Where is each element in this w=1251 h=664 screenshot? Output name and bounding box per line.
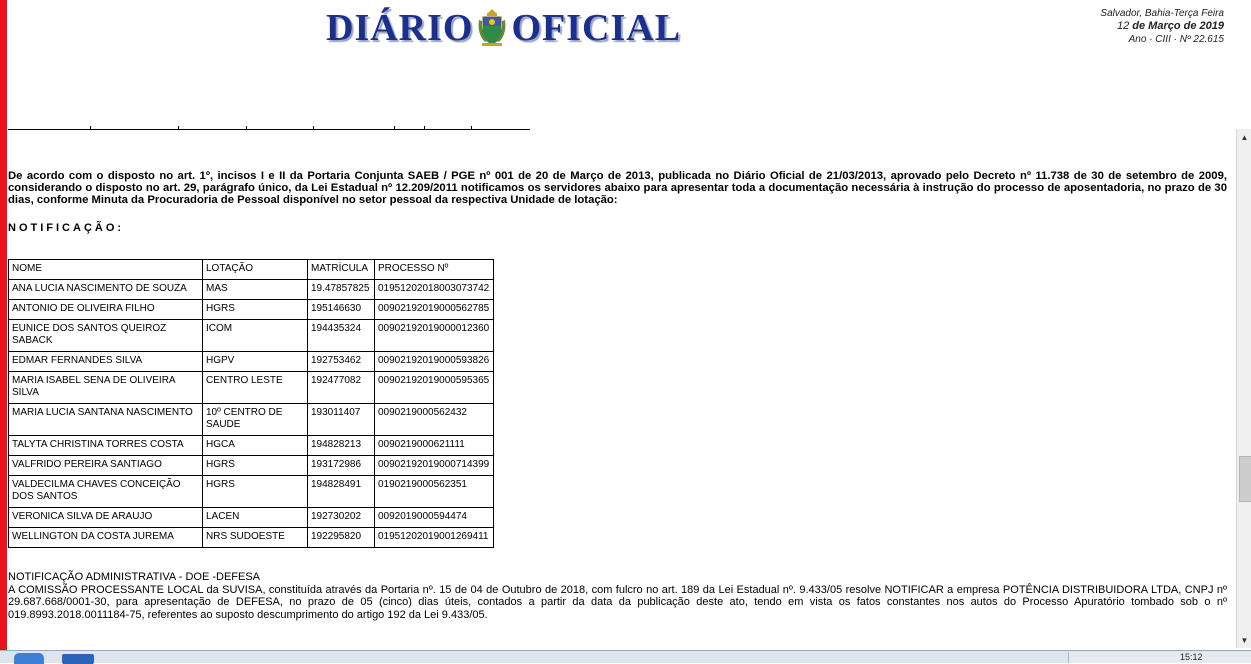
title-right: OFICIAL — [511, 7, 682, 49]
separator-tick — [313, 126, 314, 129]
header-processo: PROCESSO Nº — [375, 260, 494, 280]
cell-processo: 0092019000594474 — [375, 508, 494, 528]
cell-processo: 00902192019000012360 — [375, 320, 494, 352]
cell-lotacao: MAS — [203, 280, 308, 300]
cell-nome: ANA LUCIA NASCIMENTO DE SOUZA — [9, 280, 203, 300]
cell-matricula: 192730202 — [308, 508, 375, 528]
table-row — [9, 476, 494, 508]
dateline-month-year: de Março de 2019 — [1132, 20, 1224, 32]
cell-lotacao: CENTRO LESTE — [203, 372, 308, 404]
taskbar — [0, 650, 1251, 663]
cell-matricula: 195146630 — [308, 300, 375, 320]
cell-lotacao: HGCA — [203, 436, 308, 456]
separator-tick — [471, 126, 472, 129]
cell-processo: 0090219000621111 — [375, 436, 494, 456]
cell-processo: 00902192019000714399 — [375, 456, 494, 476]
table-row — [9, 404, 494, 436]
notification-heading: NOTIFICAÇÃO: — [8, 222, 125, 234]
cell-processo: 01951202018003073742 — [375, 280, 494, 300]
table-header-row — [9, 260, 494, 280]
cell-processo: 00902192019000595365 — [375, 372, 494, 404]
separator-tick — [90, 126, 91, 129]
separator-tick — [394, 126, 395, 129]
servers-table — [8, 259, 494, 548]
title-left: DIÁRIO — [326, 7, 474, 49]
admin-heading: NOTIFICAÇÃO ADMINISTRATIVA - DOE -DEFESA — [8, 571, 261, 583]
admin-notification — [8, 571, 1227, 621]
cell-matricula: 192753462 — [308, 352, 375, 372]
cell-processo: 00902192019000593826 — [375, 352, 494, 372]
table-row — [9, 280, 494, 300]
taskbar-clock[interactable]: 15:12 — [1180, 652, 1203, 662]
cell-nome: WELLINGTON DA COSTA JUREMA — [9, 528, 203, 548]
cell-matricula: 194828213 — [308, 436, 375, 456]
dateline-date — [1100, 20, 1224, 33]
left-margin-bar — [0, 0, 7, 662]
document-content — [8, 62, 1236, 648]
cell-matricula: 193172986 — [308, 456, 375, 476]
table-row — [9, 456, 494, 476]
cell-nome: VALDECILMA CHAVES CONCEIÇÃO DOS SANTOS — [9, 476, 203, 508]
table-row — [9, 372, 494, 404]
system-tray — [1068, 652, 1251, 663]
cell-nome: MARIA ISABEL SENA DE OLIVEIRA SILVA — [9, 372, 203, 404]
admin-body: A COMISSÃO PROCESSANTE LOCAL da SUVISA, constituída através da Portaria nº. 15 de 04 de Outubro de 2018, com fulcro no art. 189 da Lei Estadual nº. 9.433/05 resolve NOTIFICAR a empresa POTÊNCIA DISTRIBUIDORA LTDA, CNPJ nº 29.687.668/0001-30, para apresentação de DEFESA, no prazo de 05 (cinco) dias úteis, contados a partir da data da publicação deste ato, tendo em vista os fatos constantes nos autos do Processo Apuratório tombado sob o nº 019.8993.2018.0011184-75, referentes ao suposto descumprimento do artigo 192 da Lei 9.433/05. — [8, 583, 1227, 621]
cell-lotacao: HGRS — [203, 300, 308, 320]
taskbar-app-button[interactable] — [62, 654, 94, 664]
vertical-scrollbar[interactable] — [1236, 129, 1251, 648]
cell-lotacao: NRS SUDOESTE — [203, 528, 308, 548]
windows-start-icon[interactable] — [14, 653, 44, 664]
cell-processo: 0090219000562432 — [375, 404, 494, 436]
table-row — [9, 528, 494, 548]
cell-processo: 01951202019001269411 — [375, 528, 494, 548]
dateline — [1100, 7, 1224, 46]
separator-tick — [424, 126, 425, 129]
cell-nome: TALYTA CHRISTINA TORRES COSTA — [9, 436, 203, 456]
cell-processo: 00902192019000562785 — [375, 300, 494, 320]
cell-nome: MARIA LUCIA SANTANA NASCIMENTO — [9, 404, 203, 436]
state-coat-of-arms-icon — [477, 8, 507, 48]
cell-matricula: 194435324 — [308, 320, 375, 352]
scroll-up-arrow-icon[interactable]: ▲ — [1237, 129, 1251, 145]
cell-lotacao: ICOM — [203, 320, 308, 352]
cell-lotacao: HGPV — [203, 352, 308, 372]
cell-lotacao: LACEN — [203, 508, 308, 528]
dateline-city: Salvador, Bahia-Terça Feira — [1100, 8, 1224, 19]
separator-line — [8, 129, 530, 130]
cell-lotacao: 10º CENTRO DE SAUDE — [203, 404, 308, 436]
header-nome: NOME — [9, 260, 203, 280]
cell-matricula: 192477082 — [308, 372, 375, 404]
table-row — [9, 436, 494, 456]
cell-lotacao: HGRS — [203, 456, 308, 476]
cell-matricula: 192295820 — [308, 528, 375, 548]
table-row — [9, 508, 494, 528]
cell-nome: ANTONIO DE OLIVEIRA FILHO — [9, 300, 203, 320]
cell-matricula: 194828491 — [308, 476, 375, 508]
table-row — [9, 300, 494, 320]
dateline-edition: Ano · CIII · Nº 22.615 — [1128, 34, 1224, 45]
masthead — [0, 0, 1251, 55]
separator-tick — [178, 126, 179, 129]
scroll-thumb[interactable] — [1239, 456, 1251, 502]
cell-matricula: 19.47857825 — [308, 280, 375, 300]
header-matricula: MATRÍCULA — [308, 260, 375, 280]
scroll-down-arrow-icon[interactable]: ▼ — [1237, 632, 1251, 648]
cell-nome: VERONICA SILVA DE ARAUJO — [9, 508, 203, 528]
table-row — [9, 352, 494, 372]
cell-nome: EUNICE DOS SANTOS QUEIROZ SABACK — [9, 320, 203, 352]
cell-processo: 0190219000562351 — [375, 476, 494, 508]
newspaper-title — [326, 6, 681, 50]
cell-nome: EDMAR FERNANDES SILVA — [9, 352, 203, 372]
cell-matricula: 193011407 — [308, 404, 375, 436]
separator-tick — [246, 126, 247, 129]
cell-lotacao: HGRS — [203, 476, 308, 508]
cell-nome: VALFRIDO PEREIRA SANTIAGO — [9, 456, 203, 476]
dateline-day: 12 — [1116, 20, 1130, 32]
table-row — [9, 320, 494, 352]
intro-paragraph: De acordo com o disposto no art. 1º, incisos I e II da Portaria Conjunta SAEB / PGE nº 001 de 20 de Março de 2013, publicada no Diário Oficial de 21/03/2013, aprovado pelo Decreto nº 11.738 de 30 de setembro de 2009, considerando o disposto no art. 29, parágrafo único, da Lei Estadual nº 12.209/2011 notificamos os servidores abaixo para apresentar toda a documentação necessária à instrução do processo de aposentadoria, no prazo de 30 dias, conforme Minuta da Procuradoria de Pessoal disponível no setor pessoal da respectiva Unidade de lotação: — [8, 170, 1227, 206]
header-lotacao: LOTAÇÃO — [203, 260, 308, 280]
